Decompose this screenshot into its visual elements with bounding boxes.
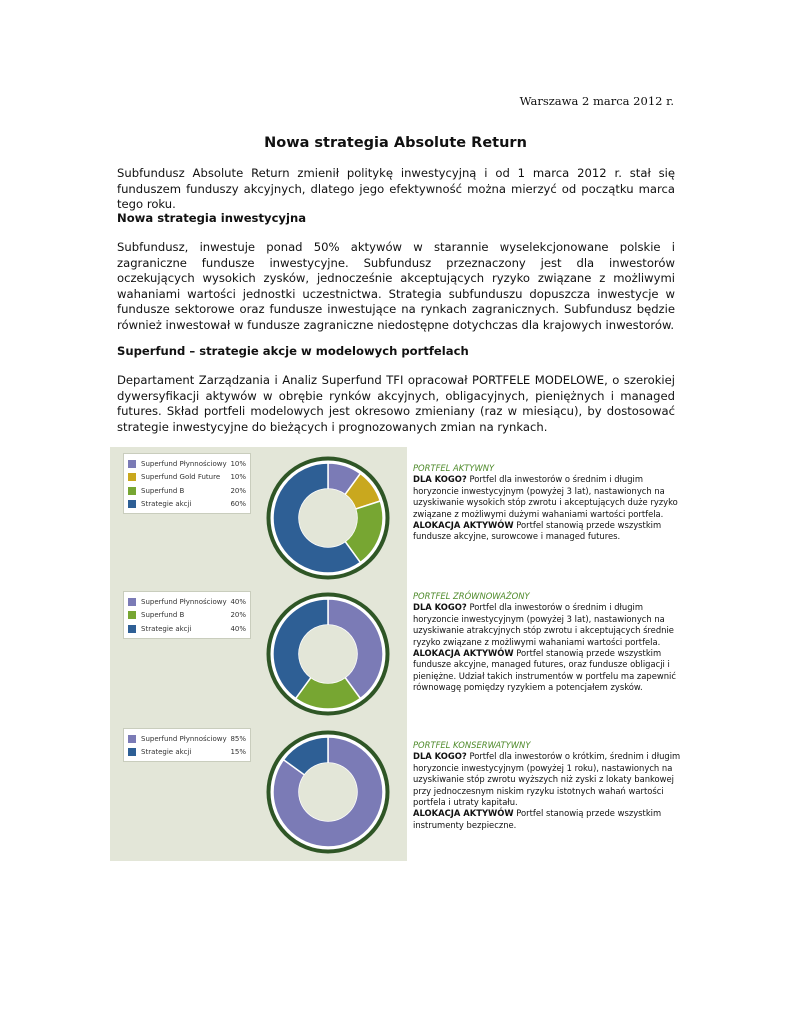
portfolio-title: PORTFEL KONSERWATYWNY xyxy=(413,740,531,750)
alloc-label: ALOKACJA AKTYWÓW xyxy=(413,520,514,531)
legend-value: 15% xyxy=(230,748,246,757)
legend-label: Superfund Gold Future xyxy=(141,473,221,482)
portfolio-description-konserwatywny xyxy=(413,740,683,831)
portfolio-allocation xyxy=(413,808,683,831)
donut-hole xyxy=(299,763,357,821)
legend-label: Superfund Płynnościowy xyxy=(141,734,227,743)
who-text: Portfel dla inwestorów o krótkim, średnim i długim horyzoncie inwestycyjnym (powyżej 1 roku), nastawionych na uzyskiwanie stóp zwrotu wyższych niż zyski z lokaty bankowej przy jednoczesnym niskim ryzyku istotnych wahań wartości portfela i utraty kapitału. xyxy=(413,751,681,808)
who-text: Portfel dla inwestorów o średnim i długim horyzoncie inwestycyjnym (powyżej 3 lat), nastawionych na uzyskiwanie atrakcyjnych stóp zwrotu i akceptujących średnie ryzyko związane z możliwymi wahaniami wartości portfela. xyxy=(413,602,674,647)
legend-item xyxy=(128,732,246,746)
legend-swatch xyxy=(128,611,136,619)
intro-paragraph: Subfundusz Absolute Return zmienił politykę inwestycyjną i od 1 marca 2012 r. stał się funduszem funduszy akcyjnych, dlatego jego efektywność można mierzyć od początku marca tego roku. xyxy=(117,166,675,212)
who-label: DLA KOGO? xyxy=(413,602,467,613)
legend-value: 20% xyxy=(230,486,246,495)
legend-value: 40% xyxy=(230,624,246,633)
legend-swatch xyxy=(128,487,136,495)
portfolio-who xyxy=(413,474,683,520)
document-date: Warszawa 2 marca 2012 r. xyxy=(519,94,674,108)
portfolio-who xyxy=(413,602,683,648)
legend-swatch xyxy=(128,500,136,508)
who-text: Portfel dla inwestorów o średnim i długim horyzoncie inwestycyjnym (powyżej 3 lat), nastawionych na uzyskiwanie wysokich stóp zwrotu i akceptujących duże ryzyko związane z możliwymi dużymi wahaniami wartości portfela. xyxy=(413,474,678,519)
legend-label: Strategie akcji xyxy=(141,500,192,509)
section2-heading: Superfund – strategie akcje w modelowych portfelach xyxy=(117,344,469,358)
legend-label: Superfund B xyxy=(141,486,185,495)
legend-item xyxy=(128,746,246,760)
legend-item xyxy=(128,471,246,485)
portfolio-who xyxy=(413,751,683,808)
donut-chart-zrownowazony xyxy=(266,592,390,716)
legend-item xyxy=(128,622,246,636)
legend-swatch xyxy=(128,460,136,468)
donut-hole xyxy=(299,625,357,683)
portfolio-charts-panel xyxy=(110,447,407,861)
donut-chart-aktywny xyxy=(266,456,390,580)
legend-item xyxy=(128,595,246,609)
legend-label: Superfund Płynnościowy xyxy=(141,459,227,468)
legend-item xyxy=(128,457,246,471)
legend-value: 40% xyxy=(230,597,246,606)
portfolio-allocation xyxy=(413,648,683,694)
legend-swatch xyxy=(128,625,136,633)
legend-label: Superfund Płynnościowy xyxy=(141,597,227,606)
legend-value: 10% xyxy=(230,473,246,482)
legend-swatch xyxy=(128,735,136,743)
legend-label: Superfund B xyxy=(141,611,185,620)
legend-value: 60% xyxy=(230,500,246,509)
legend-value: 10% xyxy=(230,459,246,468)
legend-label: Strategie akcji xyxy=(141,624,192,633)
donut-hole xyxy=(299,489,357,547)
who-label: DLA KOGO? xyxy=(413,751,467,762)
section1-heading: Nowa strategia inwestycyjna xyxy=(117,211,307,225)
legend-konserwatywny xyxy=(123,728,251,762)
legend-zrownowazony xyxy=(123,591,251,639)
document-title: Nowa strategia Absolute Return xyxy=(264,135,527,151)
alloc-text: Portfel stanowią przede wszystkim fundusze akcyjne, managed futures, oraz fundusze obligacji i pieniężne. Udział takich instrumentów w portfelu ma zapewnić równowagę pomiędzy ryzykiem a potencjałem zysków. xyxy=(413,648,676,693)
donut-chart-konserwatywny xyxy=(266,730,390,854)
alloc-text: Portfel stanowią przede wszystkim instrumenty bezpieczne. xyxy=(413,808,662,830)
legend-swatch xyxy=(128,598,136,606)
portfolio-title: PORTFEL ZRÓWNOWAŻONY xyxy=(413,591,530,601)
legend-item xyxy=(128,498,246,512)
alloc-label: ALOKACJA AKTYWÓW xyxy=(413,808,514,819)
alloc-text: Portfel stanowią przede wszystkim fundusze akcyjne, surowcowe i managed futures. xyxy=(413,520,662,542)
legend-aktywny xyxy=(123,453,251,514)
legend-value: 85% xyxy=(230,734,246,743)
portfolio-description-aktywny xyxy=(413,463,683,543)
legend-label: Strategie akcji xyxy=(141,748,192,757)
section1-paragraph: Subfundusz, inwestuje ponad 50% aktywów w starannie wyselekcjonowane polskie i zagraniczne fundusze inwestycyjne. Subfundusz przeznaczony jest dla inwestorów oczekujących wysokich zysków, jednocześnie akceptujących ryzyko związane z możliwymi wahaniami wartości jednostki uczestnictwa. Strategia subfunduszu dopuszcza inwestycje w fundusze sektorowe oraz fundusze inwestujące na rynkach zagranicznych. Subfundusz będzie również inwestował w fundusze zagraniczne niedostępne dotychczas dla krajowych inwestorów. xyxy=(117,240,675,332)
legend-value: 20% xyxy=(230,611,246,620)
portfolio-allocation xyxy=(413,520,683,543)
alloc-label: ALOKACJA AKTYWÓW xyxy=(413,648,514,659)
legend-swatch xyxy=(128,748,136,756)
portfolio-description-zrownowazony xyxy=(413,591,683,694)
legend-swatch xyxy=(128,473,136,481)
section2-paragraph: Departament Zarządzania i Analiz Superfund TFI opracował PORTFELE MODELOWE, o szerokiej dywersyfikacji aktywów w obrębie rynków akcyjnych, obligacyjnych, pieniężnych i managed futures. Skład portfeli modelowych jest okresowo zmieniany (raz w miesiącu), by dostosować strategie inwestycyjne do bieżących i prognozowanych zmian na rynkach. xyxy=(117,373,675,434)
who-label: DLA KOGO? xyxy=(413,474,467,485)
legend-item xyxy=(128,484,246,498)
portfolio-title: PORTFEL AKTYWNY xyxy=(413,463,495,473)
legend-item xyxy=(128,609,246,623)
